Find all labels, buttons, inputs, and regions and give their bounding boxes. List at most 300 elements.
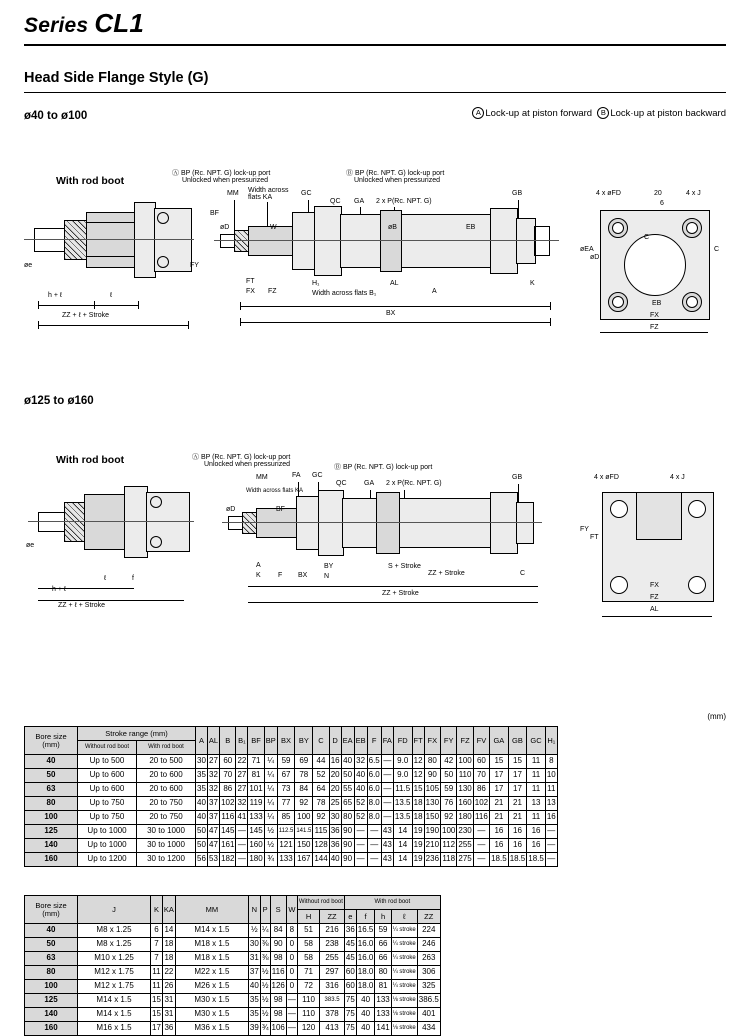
table-row — [25, 769, 558, 783]
rod-cover-2 — [490, 492, 518, 554]
cell-wb-ℓ: ¼ stroke — [391, 966, 417, 980]
cell-wb-ZZ: 224 — [417, 924, 440, 938]
dim-oea: øD — [220, 224, 230, 231]
callout-ga-2: GA — [364, 480, 375, 487]
cell-FT: 19 — [412, 853, 424, 867]
th-FD: FD — [393, 727, 412, 755]
cell-B₁: 27 — [236, 783, 248, 797]
dim-al: FT — [246, 278, 255, 285]
cell-FD: 9.0 — [393, 755, 412, 769]
callout-qc-2: QC — [336, 480, 347, 487]
th-with-rod-boot: With rod boot — [137, 741, 196, 755]
cell-P: ⅜ — [260, 952, 270, 966]
cell-wb-e: 75 — [344, 1008, 356, 1022]
cell-KA: 26 — [162, 980, 175, 994]
bolt-hole-icon — [157, 256, 169, 268]
cell-BX: 67 — [277, 769, 295, 783]
cell-H₁: 11 — [545, 783, 557, 797]
cell-wb-e: 45 — [344, 938, 356, 952]
callout-bp-b-port-2: Ⓑ BP (Rc. NPT. G) lock-up port — [334, 464, 433, 471]
cell-FX: 150 — [424, 811, 440, 825]
th-without-rod-boot: Without rod boot — [297, 896, 344, 910]
cell-F: — — [367, 853, 381, 867]
cell-wb-f: 40 — [356, 1022, 375, 1036]
cell-bore: 160 — [25, 853, 78, 867]
cell-FX: 90 — [424, 769, 440, 783]
cell-B₁: — — [236, 825, 248, 839]
dim-by: Width across flats B₁ — [312, 290, 377, 297]
cell-FZ: 255 — [457, 839, 473, 853]
dim-s-stroke: A — [432, 288, 437, 295]
bolt-hole-icon — [150, 496, 162, 508]
cell-H₁: 16 — [545, 811, 557, 825]
callout-flats-ka-2: Width across flats KA — [246, 488, 304, 494]
cell-D: 20 — [329, 783, 341, 797]
cell-C: 44 — [313, 755, 329, 769]
cell-FZ: 160 — [457, 797, 473, 811]
cell-bore: 63 — [25, 952, 78, 966]
cell-FV: 116 — [473, 811, 489, 825]
end-block — [516, 218, 536, 264]
th-with-rod-boot: With rod boot — [344, 896, 440, 910]
cell-KA: 14 — [162, 924, 175, 938]
cell-A: 50 — [196, 839, 208, 853]
cell-FD: 11.5 — [393, 783, 412, 797]
table-row — [25, 755, 558, 769]
cell-bore: 50 — [25, 769, 78, 783]
cell-BP: ¼ — [264, 769, 277, 783]
section-divider — [24, 92, 726, 93]
cell-K: 15 — [151, 1008, 163, 1022]
th-B: B — [220, 727, 236, 755]
cell-BP: ¼ — [264, 797, 277, 811]
callout-gc-1: GC — [301, 190, 312, 197]
cell-MM: M30 x 1.5 — [175, 1008, 248, 1022]
cell-W: 0 — [286, 980, 297, 994]
cell-wb-ZZ: 263 — [417, 952, 440, 966]
cell-B₁: — — [236, 853, 248, 867]
cell-KA: 18 — [162, 952, 175, 966]
title-divider — [24, 44, 726, 46]
bolt-hole-icon — [610, 500, 628, 518]
head-cover-2 — [318, 490, 344, 556]
cell-B: 182 — [220, 853, 236, 867]
bolt-hole-icon — [612, 296, 624, 308]
cell-W: 0 — [286, 966, 297, 980]
dim-by-2: N — [324, 573, 330, 580]
cell-GB: 17 — [508, 783, 527, 797]
callout-mm-2: MM — [256, 474, 268, 481]
table-row — [25, 783, 558, 797]
th-BF: BF — [248, 727, 264, 755]
cell-K: 11 — [151, 980, 163, 994]
cell-EB: — — [354, 839, 367, 853]
cell-P: ½ — [260, 1008, 270, 1022]
cell-D: 20 — [329, 769, 341, 783]
cell-wo-H: 110 — [297, 994, 319, 1008]
cell-D: 40 — [329, 853, 341, 867]
dim-fx: FX — [650, 312, 659, 319]
cell-GA: 15 — [490, 755, 509, 769]
cell-FA: 43 — [381, 825, 393, 839]
cell-wb-ℓ: ¼ stroke — [391, 924, 417, 938]
lockup-note-a: Lock-up at piston forward — [485, 108, 593, 119]
th-GB: GB — [508, 727, 527, 755]
cell-C: 64 — [313, 783, 329, 797]
callout-qc: QC — [330, 198, 341, 205]
dim-n-left: AL — [390, 280, 399, 287]
cell-FV: 86 — [473, 783, 489, 797]
cell-FD: 9.0 — [393, 769, 412, 783]
cell-BP: ½ — [264, 839, 277, 853]
cell-BX: 77 — [277, 797, 295, 811]
cell-wb-ZZ: 325 — [417, 980, 440, 994]
cylinder-tube — [340, 214, 492, 268]
table-row — [25, 1008, 441, 1022]
cell-F: 8.0 — [367, 797, 381, 811]
cell-wo-ZZ: 383.5 — [320, 994, 345, 1008]
cell-C: 92 — [313, 811, 329, 825]
th-D: D — [329, 727, 341, 755]
cell-without-rod-boot: Up to 500 — [78, 755, 137, 769]
unit-note: (mm) — [707, 712, 726, 721]
bolt-hole-icon — [150, 536, 162, 548]
th-ZZ: ZZ — [320, 910, 345, 924]
cell-FT: 15 — [412, 783, 424, 797]
cell-C: 115 — [313, 825, 329, 839]
th-EA: EA — [341, 727, 354, 755]
cell-wo-H: 110 — [297, 1008, 319, 1022]
cell-MM: M26 x 1.5 — [175, 980, 248, 994]
cell-A: 30 — [196, 755, 208, 769]
cell-N: 39 — [248, 1022, 260, 1036]
dim-oea-2: øD — [226, 506, 236, 513]
cell-FY: 76 — [441, 797, 457, 811]
cell-BX: 121 — [277, 839, 295, 853]
cell-A: 56 — [196, 853, 208, 867]
drawing-125-160 — [24, 430, 726, 635]
cell-FT: 12 — [412, 755, 424, 769]
cell-FY: 42 — [441, 755, 457, 769]
cell-GA: 18.5 — [490, 853, 509, 867]
cell-FX: 105 — [424, 783, 440, 797]
cell-GC: 11 — [527, 755, 546, 769]
cell-S: 90 — [270, 938, 286, 952]
cell-EA: 80 — [341, 811, 354, 825]
cell-without-rod-boot: Up to 1000 — [78, 839, 137, 853]
cell-BY: 150 — [295, 839, 313, 853]
cell-GC: 11 — [527, 783, 546, 797]
cell-EA: 90 — [341, 839, 354, 853]
cell-FA: — — [381, 811, 393, 825]
dim-bf: øEA — [580, 246, 594, 253]
callout-2xp: 2 x P(Rc. NPT. G) — [376, 198, 432, 205]
th-K: K — [151, 896, 163, 924]
dim-zz-l-stroke-2: ZZ + ℓ + Stroke — [58, 602, 106, 609]
cell-FA: — — [381, 797, 393, 811]
cell-J: M14 x 1.5 — [78, 1008, 151, 1022]
cell-BX: 112.5 — [277, 825, 295, 839]
th-MM: MM — [175, 896, 248, 924]
cell-GC: 13 — [527, 797, 546, 811]
cell-S: 98 — [270, 952, 286, 966]
cell-EA: 90 — [341, 825, 354, 839]
cell-wb-h: 66 — [375, 952, 391, 966]
cell-F: 6.0 — [367, 783, 381, 797]
cell-FZ: 110 — [457, 769, 473, 783]
cell-F: — — [367, 825, 381, 839]
cell-J: M14 x 1.5 — [78, 994, 151, 1008]
cell-wo-ZZ: 316 — [320, 980, 345, 994]
table-row — [25, 853, 558, 867]
cell-with-rod-boot: 20 to 750 — [137, 811, 196, 825]
cell-GC: 11 — [527, 811, 546, 825]
cell-KA: 31 — [162, 1008, 175, 1022]
cell-S: 98 — [270, 994, 286, 1008]
cell-J: M16 x 1.5 — [78, 1022, 151, 1036]
cell-AL: 47 — [207, 839, 219, 853]
cell-BY: 69 — [295, 755, 313, 769]
th-C: C — [313, 727, 329, 755]
cell-P: ½ — [260, 994, 270, 1008]
callout-gb: GB — [512, 190, 523, 197]
cell-wb-e: 60 — [344, 966, 356, 980]
piston-port-block — [380, 210, 402, 272]
cell-with-rod-boot: 30 to 1000 — [137, 839, 196, 853]
cell-wo-ZZ: 378 — [320, 1008, 345, 1022]
end-block-2 — [516, 502, 534, 544]
cell-wb-f: 16.0 — [356, 938, 375, 952]
bolt-hole-icon — [688, 576, 706, 594]
th-KA: KA — [162, 896, 175, 924]
cell-FY: 118 — [441, 853, 457, 867]
th-GA: GA — [490, 727, 509, 755]
cell-wb-ZZ: 401 — [417, 1008, 440, 1022]
bolt-hole-icon — [610, 576, 628, 594]
cell-BF: 81 — [248, 769, 264, 783]
callout-ga: GA — [354, 198, 365, 205]
cell-AL: 53 — [207, 853, 219, 867]
cell-A: 35 — [196, 783, 208, 797]
cell-BP: ½ — [264, 825, 277, 839]
th-h: h — [375, 910, 391, 924]
cell-FT: 19 — [412, 839, 424, 853]
cell-A: 40 — [196, 811, 208, 825]
cell-FZ: 230 — [457, 825, 473, 839]
cell-without-rod-boot: Up to 750 — [78, 811, 137, 825]
bolt-hole-icon — [686, 296, 698, 308]
cell-wo-ZZ: 297 — [320, 966, 345, 980]
th-GC: GC — [527, 727, 546, 755]
bore-range-label-2: ø125 to ø160 — [24, 395, 94, 407]
table-row — [25, 811, 558, 825]
cell-bore: 100 — [25, 811, 78, 825]
cell-A: 40 — [196, 797, 208, 811]
callout-4xofd: 4 x øFD — [596, 190, 621, 197]
cell-with-rod-boot: 20 to 600 — [137, 783, 196, 797]
table-row — [25, 825, 558, 839]
cell-wb-h: 66 — [375, 938, 391, 952]
th-A: A — [196, 727, 208, 755]
cell-KA: 31 — [162, 994, 175, 1008]
cell-W: — — [286, 994, 297, 1008]
cylinder-tube-2 — [342, 498, 492, 548]
cell-with-rod-boot: 30 to 1200 — [137, 853, 196, 867]
dim-k-2: F — [278, 572, 283, 579]
th-bore-size: Bore size (mm) — [25, 896, 78, 924]
cell-wb-h: 80 — [375, 966, 391, 980]
cell-F: 6.0 — [367, 769, 381, 783]
cell-BY: 92 — [295, 797, 313, 811]
cell-wb-h: 59 — [375, 924, 391, 938]
cell-FX: 210 — [424, 839, 440, 853]
cell-FY: 59 — [441, 783, 457, 797]
cell-GB: 21 — [508, 811, 527, 825]
cell-EB: 32 — [354, 755, 367, 769]
dim-fz: FZ — [650, 324, 659, 331]
dim-h-plus-l: h + ℓ — [48, 292, 63, 299]
bolt-hole-icon — [612, 222, 624, 234]
cell-J: M12 x 1.75 — [78, 966, 151, 980]
cell-K: 17 — [151, 1022, 163, 1036]
cell-GB: 17 — [508, 769, 527, 783]
cell-FY: 50 — [441, 769, 457, 783]
cell-C: 128 — [313, 839, 329, 853]
cell-K: 7 — [151, 938, 163, 952]
cell-EB: 40 — [354, 769, 367, 783]
cell-J: M8 x 1.25 — [78, 924, 151, 938]
cell-H₁: 10 — [545, 769, 557, 783]
callout-bp-a-unlocked-2: Unlocked when pressurized — [204, 461, 290, 468]
cell-KA: 18 — [162, 938, 175, 952]
left-boot-flange — [64, 220, 88, 260]
cell-BF: 160 — [248, 839, 264, 853]
cell-GC: 11 — [527, 769, 546, 783]
cell-FV: — — [473, 839, 489, 853]
cell-bore: 125 — [25, 825, 78, 839]
cell-EB: 40 — [354, 783, 367, 797]
th-P: P — [260, 896, 270, 924]
cell-K: 15 — [151, 994, 163, 1008]
dim-fy: øD — [590, 254, 600, 261]
callout-20: 20 — [654, 190, 662, 197]
th-J: J — [78, 896, 151, 924]
th-B₁: B₁ — [236, 727, 248, 755]
cell-FT: 18 — [412, 811, 424, 825]
cell-GA: 16 — [490, 825, 509, 839]
dim-fx-2: FZ — [650, 594, 659, 601]
dim-od-2: BF — [276, 506, 285, 513]
dim-h1: BF — [210, 210, 219, 217]
cell-wb-f: 18.0 — [356, 980, 375, 994]
th-e: e — [344, 910, 356, 924]
drawing-40-100 — [24, 150, 726, 365]
table-row — [25, 839, 558, 853]
cell-FX: 130 — [424, 797, 440, 811]
dim-eb: C — [644, 234, 650, 241]
cell-wo-H: 58 — [297, 952, 319, 966]
left-boot-body — [86, 212, 136, 268]
cell-P: ½ — [260, 980, 270, 994]
callout-bp-b-unlocked: Unlocked when pressurized — [354, 177, 440, 184]
cell-wb-ZZ: 306 — [417, 966, 440, 980]
cell-EA: 55 — [341, 783, 354, 797]
cell-FA: — — [381, 783, 393, 797]
cell-MM: M36 x 1.5 — [175, 1022, 248, 1036]
cell-N: 40 — [248, 980, 260, 994]
cell-D: 36 — [329, 825, 341, 839]
th-BX: BX — [277, 727, 295, 755]
cell-MM: M30 x 1.5 — [175, 994, 248, 1008]
dim-l-2: ℓ — [104, 575, 107, 582]
cell-K: 7 — [151, 952, 163, 966]
cell-wb-ℓ: ¼ stroke — [391, 952, 417, 966]
cell-BF: 101 — [248, 783, 264, 797]
cell-bore: 40 — [25, 755, 78, 769]
th-FT: FT — [412, 727, 424, 755]
cell-FA: — — [381, 769, 393, 783]
cell-GB: 15 — [508, 755, 527, 769]
cell-FD: 14 — [393, 825, 412, 839]
th-H₁: H₁ — [545, 727, 557, 755]
dim-ob: EB — [466, 224, 476, 231]
cell-S: 126 — [270, 980, 286, 994]
cell-W: — — [286, 1008, 297, 1022]
cell-P: ¼ — [260, 924, 270, 938]
cell-J: M10 x 1.25 — [78, 952, 151, 966]
cell-EB: 52 — [354, 811, 367, 825]
cell-F: 8.0 — [367, 811, 381, 825]
th-H: H — [297, 910, 319, 924]
cell-S: 84 — [270, 924, 286, 938]
cell-BF: 145 — [248, 825, 264, 839]
cell-GA: 17 — [490, 769, 509, 783]
series-prefix: Series — [24, 14, 89, 37]
bolt-hole-icon — [686, 222, 698, 234]
cell-W: 0 — [286, 952, 297, 966]
cell-FD: 13.5 — [393, 811, 412, 825]
dim-c-2: FX — [650, 582, 659, 589]
bolt-hole-icon — [688, 500, 706, 518]
cell-FV: 102 — [473, 797, 489, 811]
lockup-legend — [472, 107, 726, 119]
cell-GA: 16 — [490, 839, 509, 853]
th-AL: AL — [207, 727, 219, 755]
cell-wb-ZZ: 434 — [417, 1022, 440, 1036]
lockup-note-b: Lock·up at piston backward — [610, 108, 726, 119]
left-boot-flange-2 — [64, 502, 86, 542]
cell-MM: M14 x 1.5 — [175, 924, 248, 938]
rod-boot-label-2: With rod boot — [56, 454, 125, 466]
cell-wo-ZZ: 413 — [320, 1022, 345, 1036]
cell-P: ⅜ — [260, 938, 270, 952]
th-BY: BY — [295, 727, 313, 755]
cell-FA: 43 — [381, 839, 393, 853]
cell-B: 86 — [220, 783, 236, 797]
dim-w: øB — [388, 224, 397, 231]
cell-F: 6.5 — [367, 755, 381, 769]
cell-wb-f: 16.0 — [356, 952, 375, 966]
cell-wb-e: 75 — [344, 994, 356, 1008]
cell-AL: 37 — [207, 811, 219, 825]
th-W: W — [286, 896, 297, 924]
cell-bore: 80 — [25, 966, 78, 980]
cell-P: ¾ — [260, 1022, 270, 1036]
cell-D: 36 — [329, 839, 341, 853]
table-row — [25, 938, 441, 952]
callout-bp-a-unlocked: Unlocked when pressurized — [182, 177, 268, 184]
cell-GC: 16 — [527, 839, 546, 853]
